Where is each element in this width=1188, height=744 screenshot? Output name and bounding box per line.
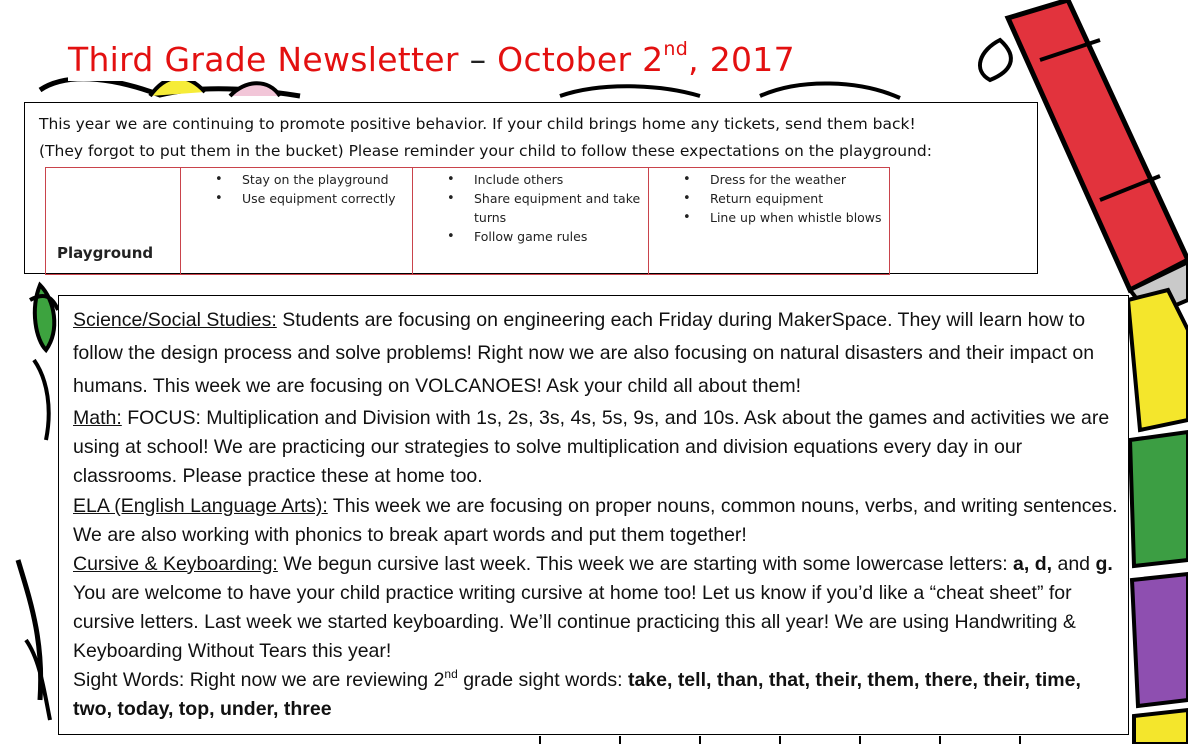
title-year: , 2017 bbox=[688, 40, 795, 79]
title-ordinal: nd bbox=[663, 38, 689, 60]
intro-line-1: This year we are continuing to promote positive behavior. If your child brings home any tickets, send them back! bbox=[39, 115, 916, 133]
list-item: • Dress for the weather bbox=[649, 170, 889, 189]
sight-words-ordinal: nd bbox=[444, 667, 458, 681]
math-focus-label: FOCUS: bbox=[121, 407, 201, 429]
table-row bbox=[46, 168, 890, 275]
cursive-text-2: You are welcome to have your child practice writing cursive at home too! Let us know if you’d like a “cheat sheet” for cursive letters. Last week we started keyboarding. We’ll continue practicing this all year! We are using Handwriting & Keyboarding Without Tears this year! bbox=[73, 582, 1076, 662]
title-dash: – bbox=[469, 40, 487, 79]
behavior-intro bbox=[39, 111, 1039, 165]
sight-words-list: take, tell, than, that, their, them, there, their, time, two, today, top, under, three bbox=[73, 669, 1081, 720]
sight-words-section bbox=[73, 666, 1123, 724]
science-text: Students are focusing on engineering each Friday during MakerSpace. They will learn how to follow the design process and solve problems! Right now we are also focusing on natural disasters and their impact on humans. This week we are focusing on VOLCANOES! Ask your child all about them! bbox=[73, 309, 1095, 397]
intro-line-2: (They forgot to put them in the bucket) Please reminder your child to follow these expectations on the playground: bbox=[39, 142, 932, 160]
expectations-column-3 bbox=[649, 168, 890, 275]
newsletter-title bbox=[68, 38, 803, 81]
expectations-table bbox=[45, 167, 890, 275]
math-bold-text: We are practicing our strategies to solve multiplication and division equations every day in our classrooms. Please practice these at home too. bbox=[73, 436, 1023, 487]
science-section bbox=[73, 304, 1123, 403]
sight-words-heading: Sight Words: bbox=[73, 669, 185, 691]
cursive-text-and: and bbox=[1052, 553, 1096, 575]
math-section bbox=[73, 404, 1123, 491]
list-item: • Line up when whistle blows bbox=[649, 208, 889, 227]
science-heading: Science/Social Studies: bbox=[73, 309, 277, 331]
cursive-letters-a-d: a, d, bbox=[1013, 553, 1053, 575]
ela-heading: ELA (English Language Arts): bbox=[73, 495, 328, 517]
title-date: October 2 bbox=[497, 40, 664, 79]
sight-words-text-2: grade sight words: bbox=[457, 669, 628, 691]
ela-section bbox=[73, 492, 1123, 550]
sight-words-text-1: Right now we are reviewing 2 bbox=[184, 669, 445, 691]
behavior-box bbox=[24, 102, 1038, 274]
cursive-letter-g: g. bbox=[1095, 553, 1113, 575]
list-item: • Follow game rules bbox=[413, 227, 648, 246]
subjects-box bbox=[58, 295, 1129, 735]
list-item: • Stay on the playground bbox=[181, 170, 412, 189]
list-item: • Return equipment bbox=[649, 189, 889, 208]
list-item: • Use equipment correctly bbox=[181, 189, 412, 208]
math-heading: Math: bbox=[73, 407, 122, 429]
list-item: • Share equipment and take turns bbox=[413, 189, 648, 227]
title-prefix: Third Grade Newsletter bbox=[68, 40, 459, 79]
cursive-heading: Cursive & Keyboarding: bbox=[73, 553, 278, 575]
cursive-text-1: We begun cursive last week. This week we are starting with some lowercase letters: bbox=[277, 553, 1014, 575]
ela-text: This week we are focusing on proper nouns, common nouns, verbs, and writing sentences. We are also working with phonics to break apart words and put them together! bbox=[73, 495, 1118, 546]
table-label-playground: Playground bbox=[46, 168, 181, 275]
expectations-column-2 bbox=[413, 168, 649, 275]
math-text: Multiplication and Division with 1s, 2s, 3s, 4s, 5s, 9s, and 10s. Ask about the games and activities we are using at school! bbox=[73, 407, 1110, 458]
cursive-section bbox=[73, 550, 1123, 666]
expectations-column-1 bbox=[181, 168, 413, 275]
list-item: • Include others bbox=[413, 170, 648, 189]
